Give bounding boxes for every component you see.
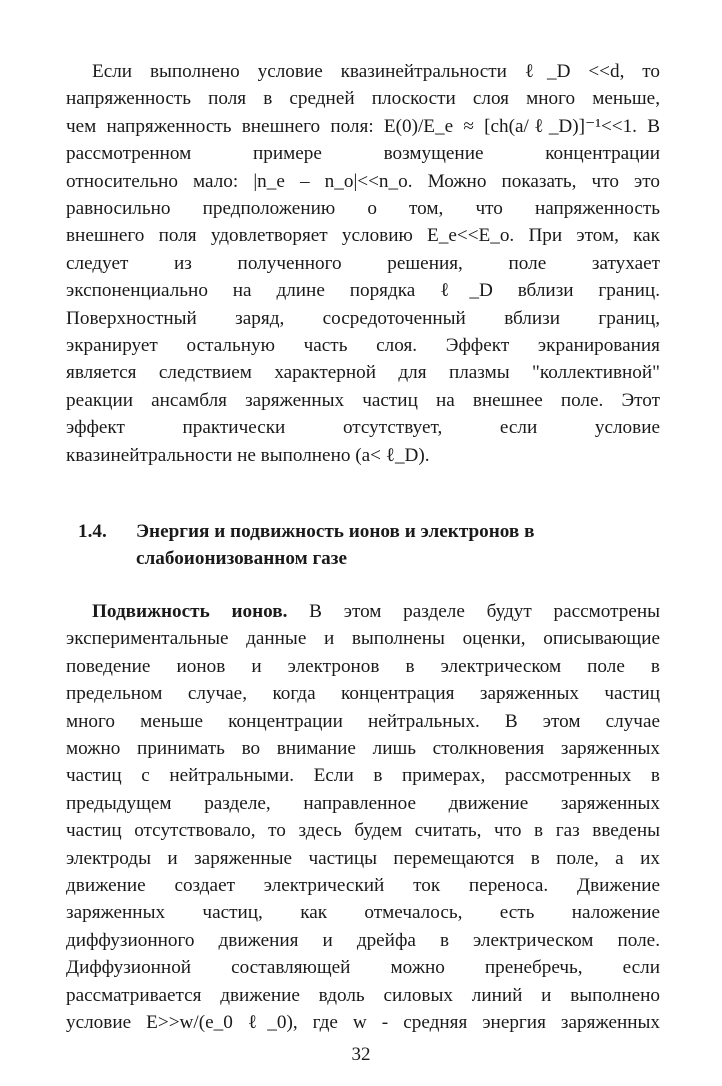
paragraph-lead: Подвижность ионов.: [92, 601, 288, 622]
text-line: Поверхностный заряд, сосредоточенный вблизи границ,: [66, 307, 660, 329]
text-line: рассмотренном примере возмущение концентрации: [66, 143, 660, 165]
text-line: движение создает электрический ток переноса. Движение: [66, 875, 660, 897]
text-line: можно принимать во внимание лишь столкновения заряженных: [66, 738, 660, 760]
text-line: электроды и заряженные частицы перемещаются в поле, а их: [66, 847, 660, 869]
paragraph-1: [66, 58, 660, 469]
text-line: частиц с нейтральными. Если в примерах, рассмотренных в: [66, 765, 660, 787]
section-title-line: Энергия и подвижность ионов и электронов в: [136, 521, 535, 542]
text-line: экспоненциально на длине порядка ℓ_D вблизи границ.: [66, 280, 660, 302]
section-number: 1.4.: [78, 521, 107, 542]
text-line: Если выполнено условие квазинейтральности ℓ_D <<d, то: [92, 61, 660, 82]
section-title-line: слабоионизованном газе: [136, 548, 347, 569]
text-line: является следствием характерной для плазмы "коллективной": [66, 362, 660, 384]
text-line: условие E>>w/(e_0 ℓ_0), где w - средняя энергия заряженных: [66, 1012, 660, 1034]
text-line: поведение ионов и электронов в электрическом поле в: [66, 655, 660, 677]
text-line: много меньше концентрации нейтральных. В этом случае: [66, 710, 660, 732]
page-number: 32: [351, 1044, 371, 1065]
paragraph-2: [66, 598, 660, 1037]
text-line: относительно мало: |n_e – n_o|<<n_o. Можно показать, что это: [66, 170, 660, 192]
paragraph-2-text: [66, 598, 660, 1037]
section-heading: [78, 518, 598, 572]
text-line: Диффузионной составляющей можно пренебречь, если: [66, 957, 660, 979]
text-line: чем напряженность внешнего поля: E(0)/E_e ≈ [ch(a/ℓ_D)]⁻¹<<1. В: [66, 115, 660, 137]
text-line: рассматривается движение вдоль силовых линий и выполнено: [66, 984, 660, 1006]
text-line: внешнего поля удовлетворяет условию E_e<<E_o. При этом, как: [66, 225, 660, 247]
text-line: следует из полученного решения, поле затухает: [66, 252, 660, 274]
text-line: квазинейтральности не выполнено (a< ℓ_D).: [66, 444, 430, 466]
text-line: экспериментальные данные и выполнены оценки, описывающие: [66, 628, 660, 650]
text-line: частиц отсутствовало, то здесь будем считать, что в газ введены: [66, 820, 660, 842]
text-line: экранирует остальную часть слоя. Эффект экранирования: [66, 335, 660, 357]
text-line: эффект практически отсутствует, если условие: [66, 417, 660, 439]
paragraph-1-text: [66, 58, 660, 469]
text-line: реакции ансамбля заряженных частиц на внешнее поле. Этот: [66, 389, 660, 411]
text-line: равносильно предположению о том, что напряженность: [66, 198, 660, 220]
text-line: [66, 598, 660, 625]
text-line: диффузионного движения и дрейфа в электрическом поле.: [66, 929, 660, 951]
text-line: предельном случае, когда концентрация заряженных частиц: [66, 683, 660, 705]
text-line-rest: В этом разделе будут рассмотрены: [287, 601, 661, 622]
text-line: предыдущем разделе, направленное движение заряженных: [66, 792, 660, 814]
section-title: [136, 518, 598, 572]
text-line: напряженность поля в средней плоскости слоя много меньше,: [66, 88, 660, 110]
text-line: заряженных частиц, как отмечалось, есть наложение: [66, 902, 660, 924]
